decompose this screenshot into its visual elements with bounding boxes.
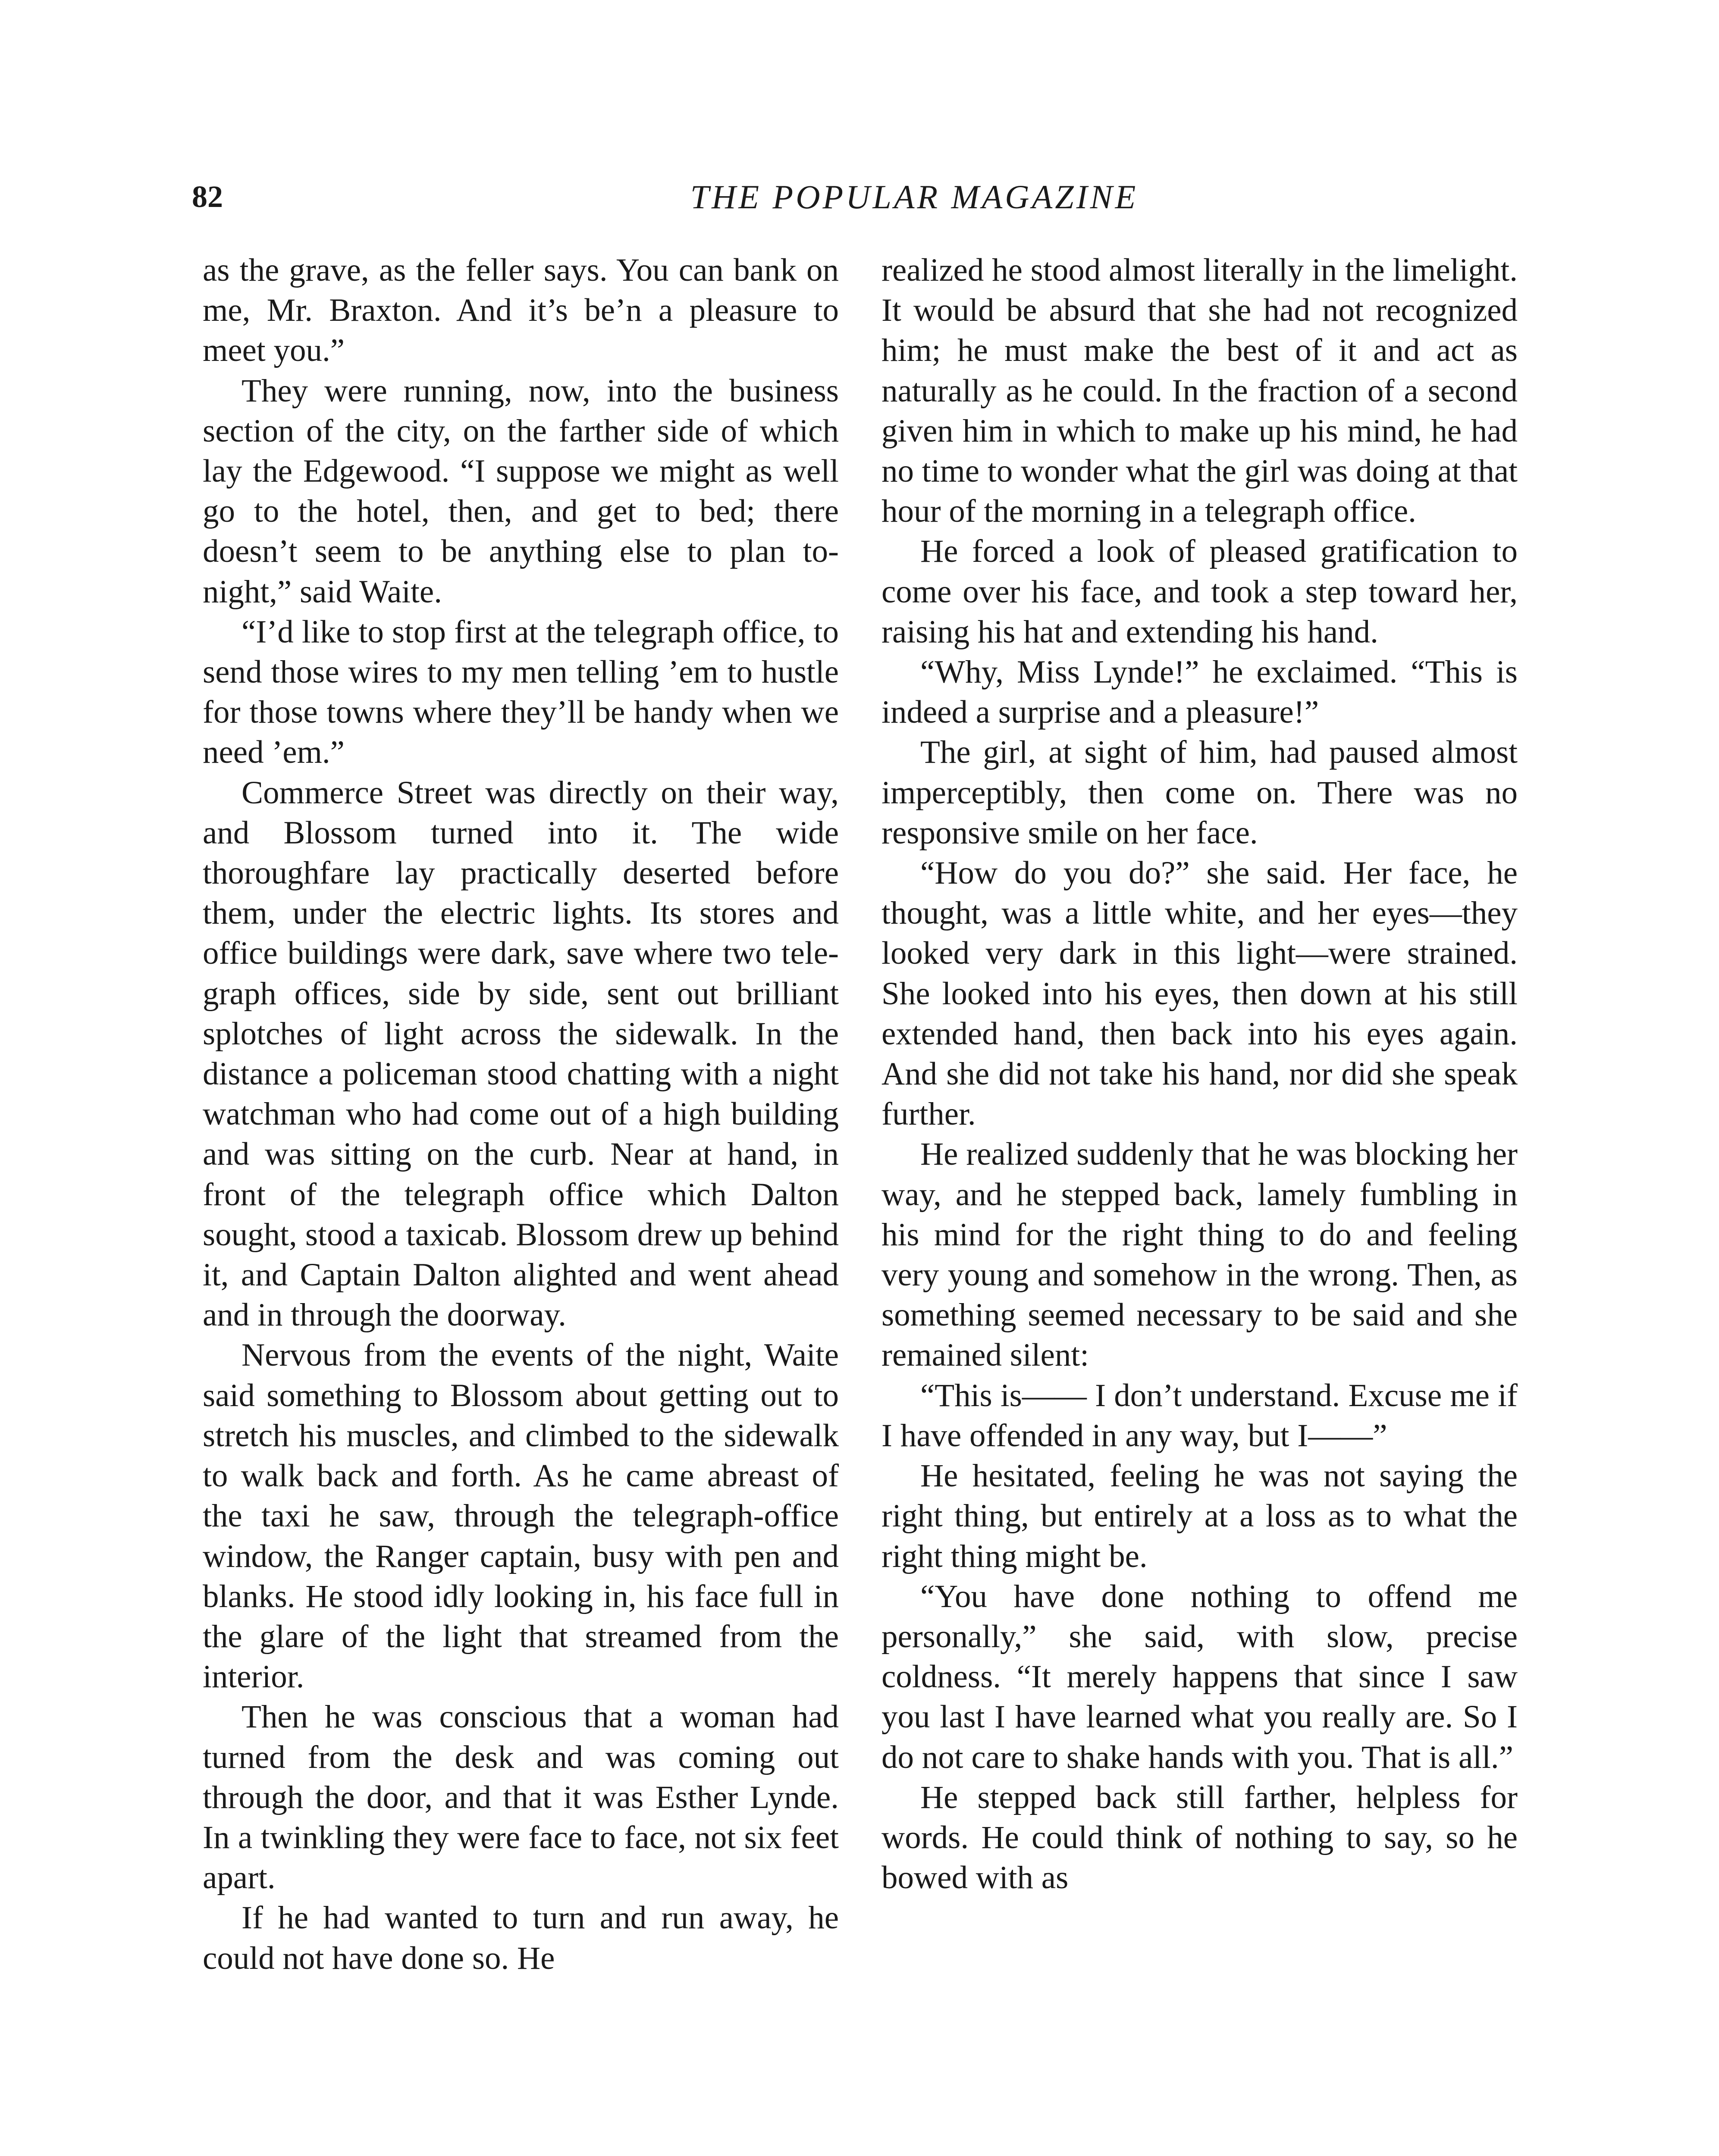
paragraph: as the grave, as the feller says. You can bank on me, Mr. Braxton. And it’s be’n a pleasure to meet you.” xyxy=(203,252,839,369)
paragraph: He realized suddenly that he was blocking her way, and he stepped back, lamely fumbling in his mind for the right thing to do and feeling very young and somehow in the wrong. Then, as something seemed necessary to be said and she remained silent: xyxy=(881,1136,1518,1373)
paragraph: Nervous from the events of the night, Waite said something to Blossom about getting out to stretch his muscles, and climbed to the sidewalk to walk back and forth. As he came abreast of the taxi he saw, through the telegraph-office window, the Ranger captain, busy with pen and blanks. He stood idly looking in, his face full in the glare of the light that streamed from the interior. xyxy=(203,1337,839,1695)
paragraph: “I’d like to stop first at the telegraph office, to send those wires to my men telling ’em to hustle for those towns where they’ll be handy when we need ’em.” xyxy=(203,614,839,771)
paragraph: The girl, at sight of him, had paused almost imperceptibly, then come on. There was no responsive smile on her face. xyxy=(881,734,1518,851)
running-head: THE POPULAR MAGAZINE xyxy=(690,178,1139,216)
paragraph: Then he was conscious that a woman had turned from the desk and was coming out through the door, and that it was Esther Lynde. In a twinkling they were face to face, not six feet apart. xyxy=(203,1699,839,1896)
paragraph: “Why, Miss Lynde!” he exclaimed. “This is indeed a surprise and a pleasure!” xyxy=(881,654,1518,730)
paragraph: “You have done nothing to offend me personally,” she said, with slow, precise coldness. “It merely happens that since I saw you last I have learned what you really are. So I do not care to shake hands with you. That is all.” xyxy=(881,1578,1518,1775)
left-column xyxy=(203,250,839,1978)
paragraph: He forced a look of pleased gratification to come over his face, and took a step toward her, raising his hat and extending his hand. xyxy=(881,533,1518,650)
right-column xyxy=(881,250,1518,1898)
page-number: 82 xyxy=(192,179,223,214)
paragraph: They were running, now, into the business section of the city, on the farther side of which lay the Edgewood. “I suppose we might as well go to the hotel, then, and get to bed; there doesn’t seem to be anything else to plan tonight,” said Waite. xyxy=(203,373,839,610)
paragraph: “This is—— I don’t understand. Excuse me if I have offended in any way, but I——” xyxy=(881,1377,1518,1454)
paragraph: He stepped back still farther, helpless for words. He could think of nothing to say, so he bowed with as xyxy=(881,1779,1518,1896)
paragraph: If he had wanted to turn and run away, he could not have done so. He xyxy=(203,1900,839,1976)
paragraph: He hesitated, feeling he was not saying the right thing, but entirely at a loss as to what the right thing might be. xyxy=(881,1458,1518,1574)
paragraph: Commerce Street was directly on their way, and Blossom turned into it. The wide thoroughfare lay practically deserted before them, under the electric lights. Its stores and office buildings were dark, save where two telegraph offices, side by side, sent out brilliant splotches of light across the sidewalk. In the distance a policeman stood chatting with a night watchman who had come out of a high building and was sitting on the curb. Near at hand, in front of the telegraph office which Dalton sought, stood a taxicab. Blossom drew up behind it, and Captain Dalton alighted and went ahead and in through the doorway. xyxy=(203,774,839,1333)
paragraph: realized he stood almost literally in the limelight. It would be absurd that she had not recognized him; he must make the best of it and act as naturally as he could. In the fraction of a second given him in which to make up his mind, he had no time to wonder what the girl was doing at that hour of the morning in a telegraph office. xyxy=(881,252,1518,530)
paragraph: “How do you do?” she said. Her face, he thought, was a little white, and her eyes—they looked very dark in this light—were strained. She looked into his eyes, then down at his still extended hand, then back into his eyes again. And she did not take his hand, nor did she speak further. xyxy=(881,855,1518,1132)
